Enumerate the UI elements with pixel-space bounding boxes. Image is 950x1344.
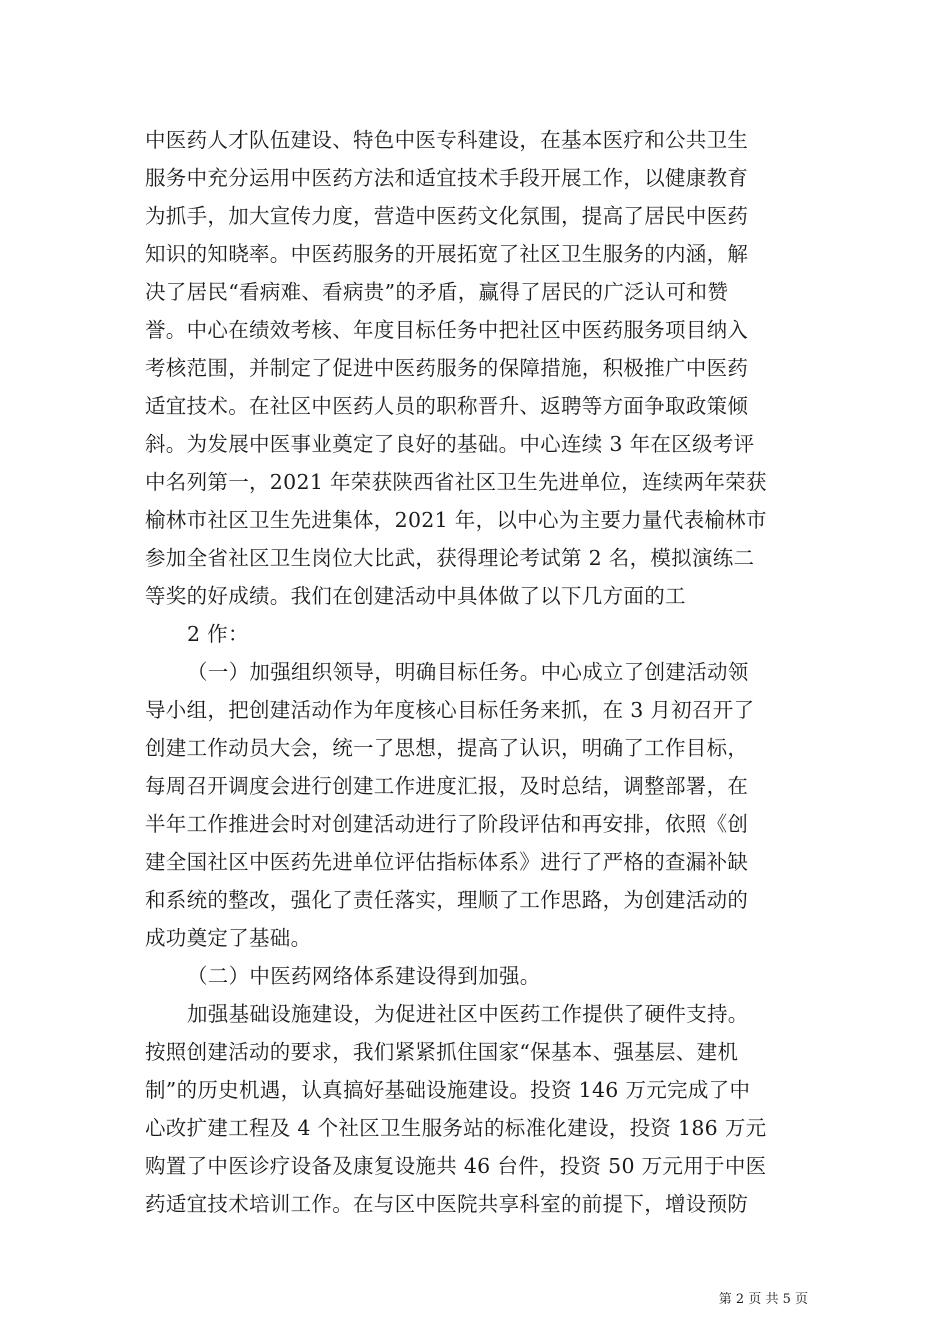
text-line: 中医药人才队伍建设、特色中医专科建设，在基本医疗和公共卫生 xyxy=(145,128,749,152)
text-line: 建全国社区中医药先进单位评估指标体系》进行了严格的查漏补缺 xyxy=(145,850,749,874)
document-body xyxy=(145,121,815,1223)
text-line: 按照创建活动的要求，我们紧紧抓住国家“保基本、强基层、建机 xyxy=(145,1040,739,1064)
text-line: 制”的历史机遇，认真搞好基础设施建设。投资 146 万元完成了中 xyxy=(145,1078,751,1102)
section-heading: （二）中医药网络体系建设得到加强。 xyxy=(187,964,541,988)
text-line: 参加全省社区卫生岗位大比武，获得理论考试第 2 名，模拟演练二 xyxy=(145,546,755,570)
text-line: 加强基础设施建设，为促进社区中医药工作提供了硬件支持。 xyxy=(187,1002,749,1026)
text-line: 和系统的整改，强化了责任落实，理顺了工作思路，为创建活动的 xyxy=(145,888,749,912)
text-line: 服务中充分运用中医药方法和适宜技术手段开展工作，以健康教育 xyxy=(145,166,749,190)
text-line: 购置了中医诊疗设备及康复设施共 46 台件，投资 50 万元用于中医 xyxy=(145,1154,767,1178)
text-line: 心改扩建工程及 4 个社区卫生服务站的标准化建设，投资 186 万元 xyxy=(145,1116,767,1140)
text-line: 药适宜技术培训工作。在与区中医院共享科室的前提下，增设预防 xyxy=(145,1192,749,1216)
text-line: 半年工作推进会时对创建活动进行了阶段评估和再安排，依照《创 xyxy=(145,812,749,836)
text-line: 为抓手，加大宣传力度，营造中医药文化氛围，提高了居民中医药 xyxy=(145,204,749,228)
text-line: 适宜技术。在社区中医药人员的职称晋升、返聘等方面争取政策倾 xyxy=(145,394,749,418)
text-line: 知识的知晓率。中医药服务的开展拓宽了社区卫生服务的内涵，解 xyxy=(145,242,749,266)
text-line: 成功奠定了基础。 xyxy=(145,926,312,950)
section-heading: （一）加强组织领导，明确目标任务。中心成立了创建活动领 xyxy=(187,660,749,684)
text-line: 导小组，把创建活动作为年度核心目标任务来抓，在 3 月初召开了 xyxy=(145,698,755,722)
text-line: 2 作： xyxy=(187,622,249,646)
text-line: 每周召开调度会进行创建工作进度汇报，及时总结，调整部署，在 xyxy=(145,774,749,798)
page-number: 第 2 页 共 5 页 xyxy=(718,1292,808,1307)
text-line: 等奖的好成绩。我们在创建活动中具体做了以下几方面的工 xyxy=(145,584,686,608)
text-line: 决了居民“看病难、看病贵”的矛盾，赢得了居民的广泛认可和赞 xyxy=(145,280,729,304)
text-line: 榆林市社区卫生先进集体，2021 年，以中心为主要力量代表榆林市 xyxy=(145,508,767,532)
text-line: 创建工作动员大会，统一了思想，提高了认识，明确了工作目标， xyxy=(145,736,749,760)
text-line: 誉。中心在绩效考核、年度目标任务中把社区中医药服务项目纳入 xyxy=(145,318,749,342)
text-line: 中名列第一，2021 年荣获陕西省社区卫生先进单位，连续两年荣获 xyxy=(145,470,767,494)
text-line: 斜。为发展中医事业奠定了良好的基础。中心连续 3 年在区级考评 xyxy=(145,432,755,456)
text-line: 考核范围，并制定了促进中医药服务的保障措施，积极推广中医药 xyxy=(145,356,749,380)
